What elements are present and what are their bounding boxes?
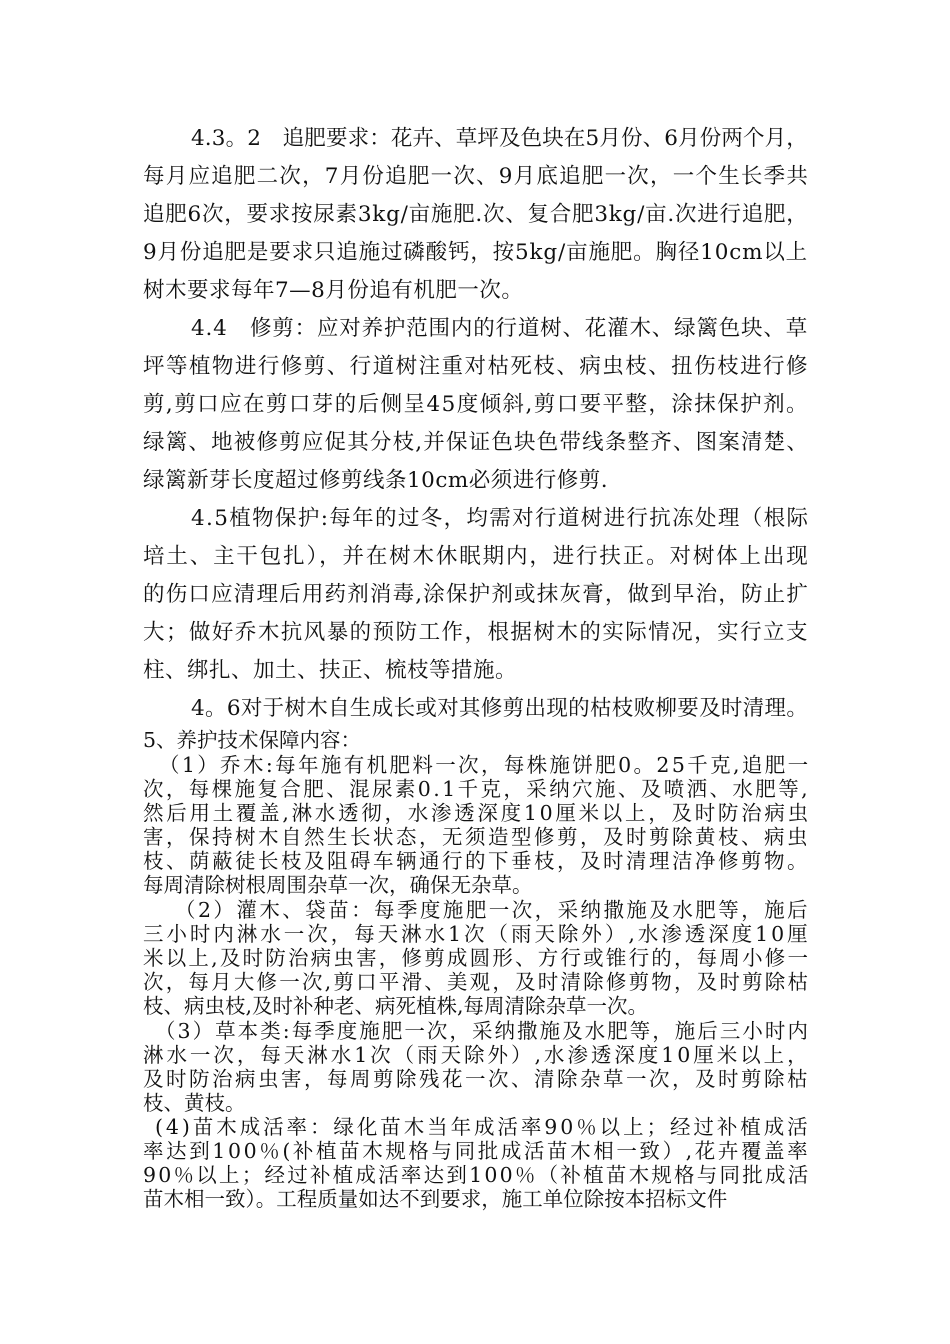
text-line: 大；做好乔木抗风暴的预防工作，根据树木的实际情况，实行立支 (143, 620, 809, 645)
text-line: 绿篱、地被修剪应促其分枝,并保证色块色带线条整齐、图案清楚、 (143, 430, 810, 455)
text-line: 追肥6次，要求按尿素3kg/亩施肥.次、复合肥3kg/亩.次进行追肥， (143, 202, 809, 227)
text-line: 每月应追肥二次，7月份追肥一次、9月底追肥一次，一个生长季共 (143, 164, 810, 189)
text-line: （2）灌木、袋苗：每季度施肥一次，采纳撒施及水肥等，施后 (175, 898, 810, 922)
text-line: 培土、主干包扎），并在树木休眠期内，进行扶正。对树体上出现 (143, 544, 810, 569)
text-line: 淋水一次，每天淋水1次（雨天除外）,水渗透深度10厘米以上， (143, 1043, 811, 1067)
text-line: (4)苗木成活率：绿化苗木当年成活率90％以上；经过补植成活 (155, 1115, 811, 1139)
text-line: 及时防治病虫害，每周剪除残花一次、清除杂草一次，及时剪除枯 (143, 1067, 810, 1091)
text-line: 坪等植物进行修剪、行道树注重对枯死枝、病虫枝、扭伤枝进行修 (143, 354, 809, 379)
text-line: 5、养护技术保障内容： (143, 728, 362, 752)
text-line: （1）乔木:每年施有机肥料一次，每株施饼肥0。25千克,追肥一 (159, 753, 811, 777)
text-line: 三小时内淋水一次，每天淋水1次（雨天除外）,水渗透深度10厘 (143, 922, 811, 946)
text-line: 次，每月大修一次,剪口平滑、美观，及时清除修剪物，及时剪除枯 (143, 970, 811, 994)
text-line: 率达到100％(补植苗木规格与同批成活苗木相一致）,花卉覆盖率 (143, 1139, 811, 1163)
text-line: 绿篱新芽长度超过修剪线条10cm必须进行修剪. (143, 468, 609, 493)
text-line: 枝、黄枝。 (143, 1091, 246, 1115)
text-line: 柱、绑扎、加土、扶正、梳枝等措施。 (143, 658, 518, 683)
text-line: 每周清除树根周围杂草一次，确保无杂草。 (143, 873, 533, 897)
text-line: 然后用土覆盖,淋水透彻，水渗透深度10厘米以上，及时防治病虫 (143, 801, 811, 825)
text-line: 枝、荫蔽徒长枝及阻碍车辆通行的下垂枝，及时清理洁净修剪物。 (143, 849, 810, 873)
text-line: 剪,剪口应在剪口芽的后侧呈45度倾斜,剪口要平整，涂抹保护剂。 (143, 392, 809, 417)
text-line: 4。6对于树木自生成长或对其修剪出现的枯枝败柳要及时清理。 (191, 696, 809, 721)
text-line: 4.5植物保护:每年的过冬，均需对行道树进行抗冻处理（根际 (191, 506, 810, 531)
text-line: 次，每棵施复合肥、混尿素0.1千克，采纳穴施、及喷洒、水肥等, (143, 777, 811, 801)
text-line: 4.4 修剪：应对养护范围内的行道树、花灌木、绿篱色块、草 (191, 316, 809, 341)
text-line: （3）草本类:每季度施肥一次，采纳撒施及水肥等，施后三小时内 (155, 1019, 810, 1043)
text-line: 90％以上；经过补植成活率达到100％（补植苗木规格与同批成活 (143, 1163, 811, 1187)
text-line: 的伤口应清理后用药剂消毒,涂保护剂或抹灰膏，做到早治，防止扩 (143, 582, 810, 607)
text-line: 枝、病虫枝,及时补种老、病死植株,每周清除杂草一次。 (143, 994, 649, 1018)
text-line: 米以上,及时防治病虫害，修剪成圆形、方行或锥行的，每周小修一 (143, 946, 811, 970)
text-line: 4.3。2 追肥要求：花卉、草坪及色块在5月份、6月份两个月， (191, 126, 808, 151)
text-line: 9月份追肥是要求只追施过磷酸钙，按5kg/亩施肥。胸径10cm以上 (143, 240, 809, 265)
text-line: 害，保持树木自然生长状态，无须造型修剪，及时剪除黄枝、病虫 (143, 825, 810, 849)
text-line: 苗木相一致）。工程质量如达不到要求，施工单位除按本招标文件 (143, 1187, 728, 1211)
text-line: 树木要求每年7—8月份追有机肥一次。 (143, 278, 524, 303)
